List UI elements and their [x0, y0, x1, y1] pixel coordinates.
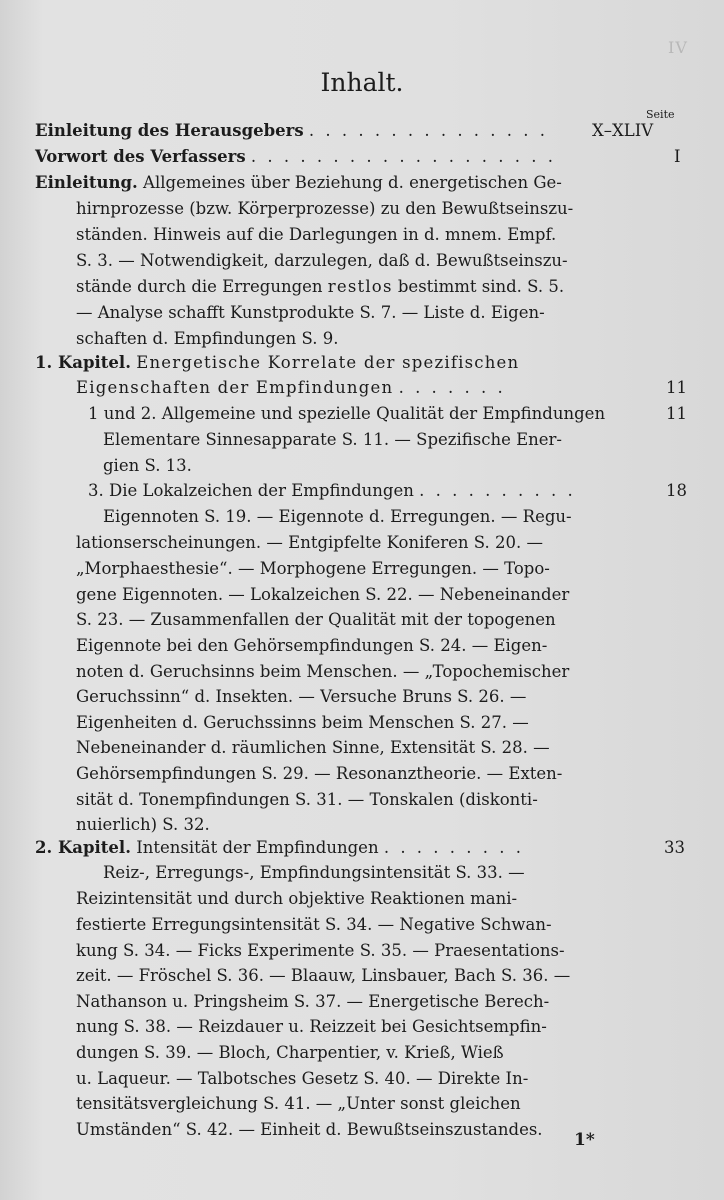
- toc-text-line: Eigennoten S. 19. — Eigennote d. Erregungen. — Regu-: [103, 507, 572, 526]
- toc-text-line: Geruchssinn“ d. Insekten. — Versuche Bruns S. 26. —: [76, 687, 527, 706]
- toc-entry-label: Einleitung.: [35, 173, 138, 192]
- toc-text-line: gien S. 13.: [103, 456, 192, 475]
- toc-leader-dots: . . . . . . . . . . . . . . . . . . .: [250, 147, 556, 166]
- toc-text-line: Nathanson u. Pringsheim S. 37. — Energetische Berech-: [76, 992, 550, 1011]
- seite-label: Seite: [646, 108, 675, 121]
- toc-subentry-3[interactable]: [88, 480, 576, 502]
- toc-text-line: — Analyse schafft Kunstprodukte S. 7. — Liste d. Eigen-: [76, 303, 545, 322]
- toc-text-line: Eigenheiten d. Geruchssinns beim Menschen S. 27. —: [76, 713, 529, 732]
- toc-text-line: gene Eigennoten. — Lokalzeichen S. 22. — Nebeneinander: [76, 585, 570, 604]
- toc-page-number: I: [674, 147, 681, 166]
- toc-text-line: nuierlich) S. 32.: [76, 815, 210, 834]
- toc-text-line: Umständen“ S. 42. — Einheit d. Bewußtseinszustandes.: [76, 1120, 543, 1139]
- toc-text-line: u. Laqueur. — Talbotsches Gesetz S. 40. — Direkte In-: [76, 1069, 529, 1088]
- toc-entry-label: 3. Die Lokalzeichen der Empfindungen: [88, 481, 414, 500]
- toc-chapter-title: Energetische Korrelate der spezifischen: [136, 353, 520, 372]
- toc-leader-dots: . . . . . . . . . . . . . . .: [308, 121, 549, 140]
- toc-text-line: S. 23. — Zusammenfallen der Qualität mit der topogenen: [76, 610, 556, 629]
- toc-text-line: kung S. 34. — Ficks Experimente S. 35. — Praesentations-: [76, 941, 565, 960]
- toc-text-fragment: bestimmt sind. S. 5.: [397, 277, 565, 296]
- toc-text-line: lationserscheinungen. — Entgipfelte Koniferen S. 20. —: [76, 533, 543, 552]
- toc-page-number: 11: [666, 404, 687, 423]
- toc-text-line: ständen. Hinweis auf die Darlegungen in d. mnem. Empf.: [76, 225, 557, 244]
- toc-text-line: Allgemeines über Beziehung d. energetischen Ge-: [143, 173, 562, 192]
- toc-entry-label: 1. Kapitel.: [35, 353, 131, 372]
- toc-text-line: [76, 276, 564, 298]
- toc-text-line: Reizintensität und durch objektive Reaktionen mani-: [76, 889, 518, 908]
- toc-entry-herausgeber[interactable]: [35, 120, 548, 142]
- toc-text-line: tensitätsvergleichung S. 41. — „Unter sonst gleichen: [76, 1094, 521, 1113]
- toc-page-number: 33: [664, 838, 685, 857]
- signature-mark: 1*: [574, 1130, 595, 1150]
- toc-entry-einleitung[interactable]: [35, 172, 562, 194]
- toc-page-number: 18: [666, 481, 687, 500]
- toc-text-line: „Morphaesthesie“. — Morphogene Erregungen. — Topo-: [76, 559, 550, 578]
- toc-text-line: [76, 377, 506, 399]
- toc-text-line: Eigennote bei den Gehörsempfindungen S. 24. — Eigen-: [76, 636, 548, 655]
- toc-text-line: Nebeneinander d. räumlichen Sinne, Extensität S. 28. —: [76, 738, 550, 757]
- toc-subentry-1-2[interactable]: 1 und 2. Allgemeine und spezielle Qualität der Empfindungen: [88, 404, 606, 423]
- toc-leader-dots: . . . . . . . . . .: [419, 481, 576, 500]
- toc-entry-kapitel-2[interactable]: [35, 837, 524, 859]
- toc-entry-label: Vorwort des Verfassers: [35, 147, 246, 166]
- toc-text-line: Gehörsempfindungen S. 29. — Resonanztheorie. — Exten-: [76, 764, 563, 783]
- toc-leader-dots: . . . . . . . . .: [383, 838, 524, 857]
- toc-text-line: Elementare Sinnesapparate S. 11. — Spezifische Ener-: [103, 430, 563, 449]
- toc-text-line: dungen S. 39. — Bloch, Charpentier, v. Krieß, Wieß: [76, 1043, 504, 1062]
- toc-text-line: hirnprozesse (bzw. Körperprozesse) zu den Bewußtseinszu-: [76, 199, 574, 218]
- toc-text-line: noten d. Geruchsinns beim Menschen. — „Topochemischer: [76, 662, 570, 681]
- toc-chapter-title: Intensität der Empfindungen: [136, 838, 379, 857]
- toc-text-line: schaften d. Empfindungen S. 9.: [76, 329, 339, 348]
- toc-entry-label: Einleitung des Herausgebers: [35, 121, 304, 140]
- toc-text-line: festierte Erregungsintensität S. 34. — Negative Schwan-: [76, 915, 552, 934]
- toc-text-line: nung S. 38. — Reizdauer u. Reizzeit bei Gesichtsempfin-: [76, 1017, 547, 1036]
- toc-text-line: S. 3. — Notwendigkeit, darzulegen, daß d. Bewußtseinszu-: [76, 251, 568, 270]
- toc-page-number: X–XLIV: [592, 121, 654, 140]
- toc-text-line: Reiz-, Erregungs-, Empfindungsintensität S. 33. —: [103, 863, 525, 882]
- toc-page-number: 11: [666, 378, 687, 397]
- toc-text-fragment: stände durch die Erregungen: [76, 277, 323, 296]
- toc-text-line: sität d. Tonempfindungen S. 31. — Tonskalen (diskonti-: [76, 790, 538, 809]
- toc-entry-vorwort[interactable]: [35, 146, 556, 168]
- toc-chapter-title: Eigenschaften der Empfindungen: [76, 378, 394, 397]
- page-title: Inhalt.: [320, 68, 404, 97]
- page-corner-mark: IV: [668, 38, 688, 57]
- toc-entry-kapitel-1[interactable]: [35, 352, 519, 374]
- toc-entry-label: 2. Kapitel.: [35, 838, 131, 857]
- toc-text-emphasis: restlos: [327, 277, 393, 296]
- toc-leader-dots: . . . . . . .: [398, 378, 506, 397]
- toc-text-line: zeit. — Fröschel S. 36. — Blaauw, Linsbauer, Bach S. 36. —: [76, 966, 571, 985]
